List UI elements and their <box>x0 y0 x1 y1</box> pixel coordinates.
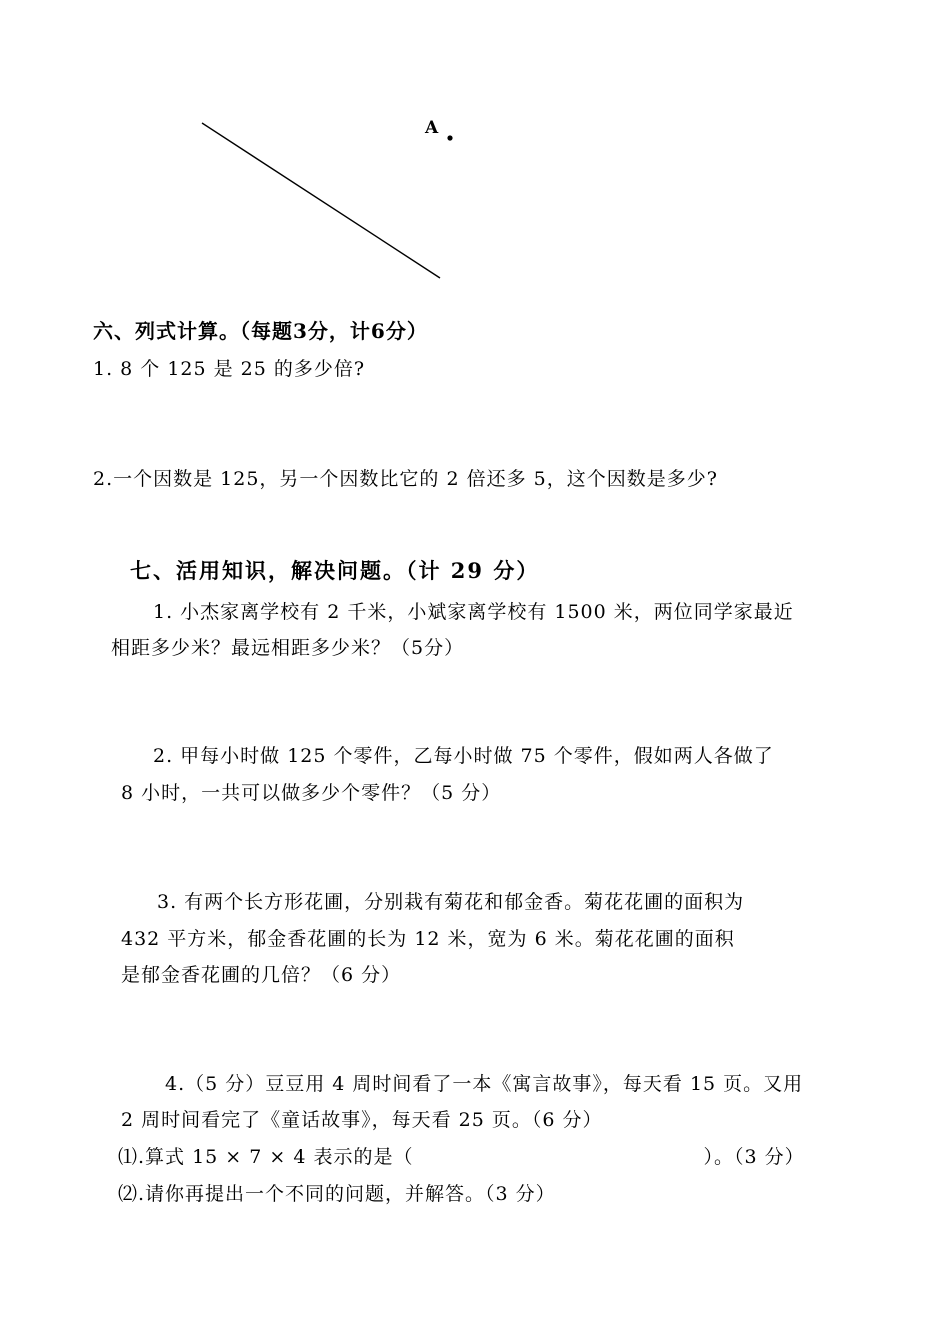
section7-q4-sub2: ⑵.请你再提出一个不同的问题，并解答。（3 分） <box>118 1183 556 1205</box>
section7-q1-line2: 相距多少米？最远相距多少米？（5分） <box>111 637 465 659</box>
section6-question-2: 2.一个因数是 125，另一个因数比它的 2 倍还多 5，这个因数是多少? <box>93 468 718 490</box>
geometry-figure <box>0 0 950 300</box>
section7-q2-line2: 8 小时，一共可以做多少个零件？（5 分） <box>121 782 502 804</box>
section7-q4-line2: 2 周时间看完了《童话故事》，每天看 25 页。（6 分） <box>121 1109 603 1131</box>
section6-question-1: 1. 8 个 125 是 25 的多少倍? <box>93 358 366 380</box>
point-a-label: A <box>425 118 440 138</box>
section7-q3-line2: 432 平方米，郁金香花圃的长为 12 米，宽为 6 米。菊花花圃的面积 <box>121 928 735 950</box>
section6-title: 六、列式计算。（每题3分，计6分） <box>93 319 428 343</box>
line-segment <box>202 123 440 278</box>
section7-q1-line1: 1. 小杰家离学校有 2 千米，小斌家离学校有 1500 米，两位同学家最近 <box>153 601 794 623</box>
point-a-dot <box>447 135 452 140</box>
section7-q4-sub1-start: ⑴.算式 15 × 7 × 4 表示的是（ <box>118 1146 414 1168</box>
section7-q2-line1: 2. 甲每小时做 125 个零件，乙每小时做 75 个零件，假如两人各做了 <box>153 745 774 767</box>
section7-q4-sub1-end: ）。（3 分） <box>703 1146 805 1168</box>
section7-q4-line1: 4.（5 分）豆豆用 4 周时间看了一本《寓言故事》，每天看 15 页。又用 <box>165 1073 804 1095</box>
section7-title: 七、活用知识，解决问题。（计 29 分） <box>130 558 540 583</box>
section7-q3-line1: 3. 有两个长方形花圃，分别栽有菊花和郁金香。菊花花圃的面积为 <box>157 891 745 913</box>
section7-q3-line3: 是郁金香花圃的几倍？（6 分） <box>121 964 402 986</box>
section7-q4-sub1 <box>118 1145 805 1169</box>
